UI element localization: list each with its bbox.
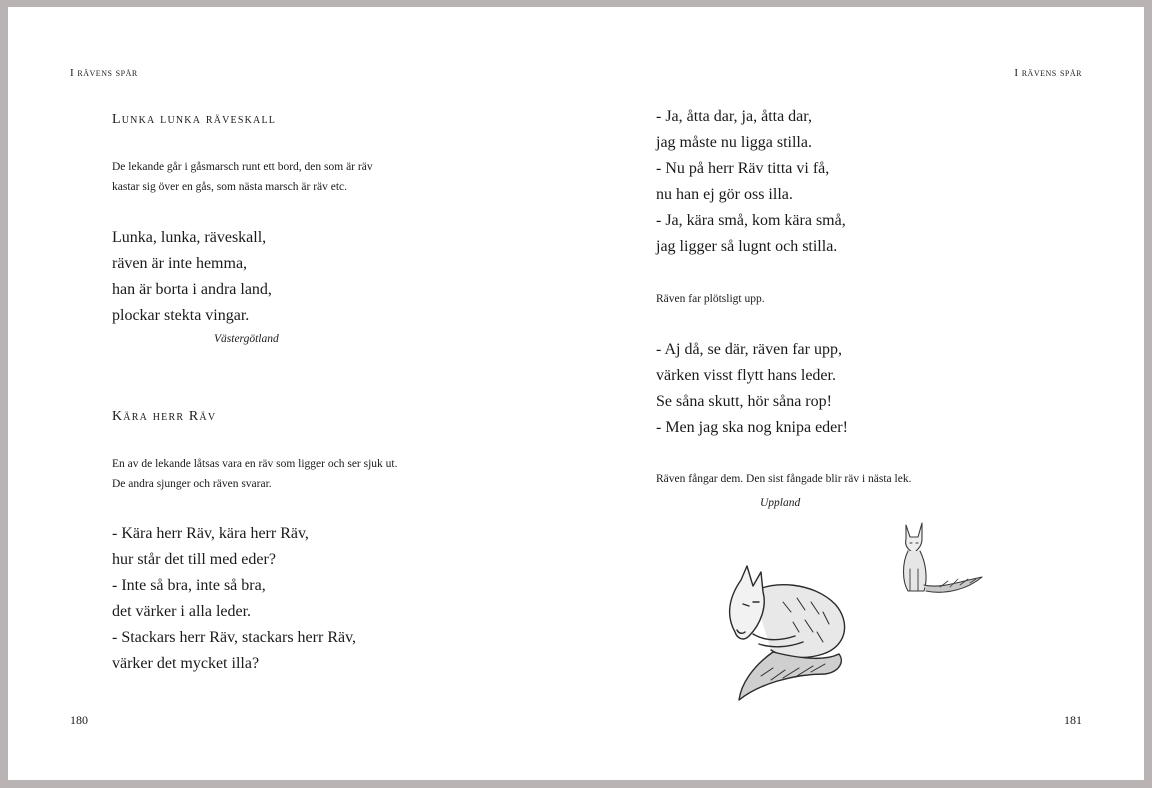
instruction-fox-catches: Räven fångar dem. Den sist fångade blir räv i nästa lek. [656,473,912,485]
song1-verse [112,225,272,329]
verse-line: han är borta i andra land, [112,281,272,298]
book-spread [8,7,1144,780]
verse-line: jag måste nu ligga stilla. [656,134,812,151]
song1-title: Lunka lunka räveskall [112,112,277,127]
verse-line: - Men jag ska nog knipa eder! [656,419,848,436]
sitting-fox-illustration [896,519,986,599]
song1-instruction-line: De lekande går i gåsmarsch runt ett bord, den som är räv [112,161,373,173]
song1-instruction-line: kastar sig över en gås, som nästa marsch är räv etc. [112,181,348,193]
verse-line: - Inte så bra, inte så bra, [112,577,266,594]
verse-line: plockar stekta vingar. [112,307,250,324]
song2-instruction-line: De andra sjunger och räven svarar. [112,478,272,490]
song1-region: Västergötland [214,333,279,345]
verse-line: jag ligger så lugnt och stilla. [656,238,838,255]
verse-line: Se såna skutt, hör såna rop! [656,393,832,410]
verse-line: - Nu på herr Räv titta vi få, [656,160,830,177]
left-page-number: 180 [70,713,88,727]
song2-verse [112,521,356,677]
verse-line: värken visst flytt hans leder. [656,367,836,384]
verse-line: det värker i alla leder. [112,603,252,620]
left-running-head: I rävens spår [70,67,138,79]
verse-line: räven är inte hemma, [112,255,248,272]
right-page-number: 181 [1064,713,1082,727]
verse-line: - Stackars herr Räv, stackars herr Räv, [112,629,357,646]
song2-region: Uppland [760,497,801,509]
song2-instruction [112,454,398,494]
song2-instruction-line: En av de lekande låtsas vara en räv som ligger och ser sjuk ut. [112,458,398,470]
song2-title: Kära herr Räv [112,409,217,424]
verse-line: - Ja, åtta dar, ja, åtta dar, [656,108,812,125]
lying-fox-illustration [713,562,853,702]
verse-line: värker det mycket illa? [112,655,260,672]
song2-verse-final [656,337,848,441]
instruction-fox-jumps: Räven far plötsligt upp. [656,293,765,305]
verse-line: - Ja, kära små, kom kära små, [656,212,846,229]
song2-verse-continued [656,104,846,260]
song1-instruction [112,157,373,197]
verse-line: Lunka, lunka, räveskall, [112,229,267,246]
verse-line: nu han ej gör oss illa. [656,186,793,203]
right-running-head: I rävens spår [1014,67,1082,79]
verse-line: - Aj då, se där, räven far upp, [656,341,842,358]
verse-line: - Kära herr Räv, kära herr Räv, [112,525,309,542]
verse-line: hur står det till med eder? [112,551,276,568]
